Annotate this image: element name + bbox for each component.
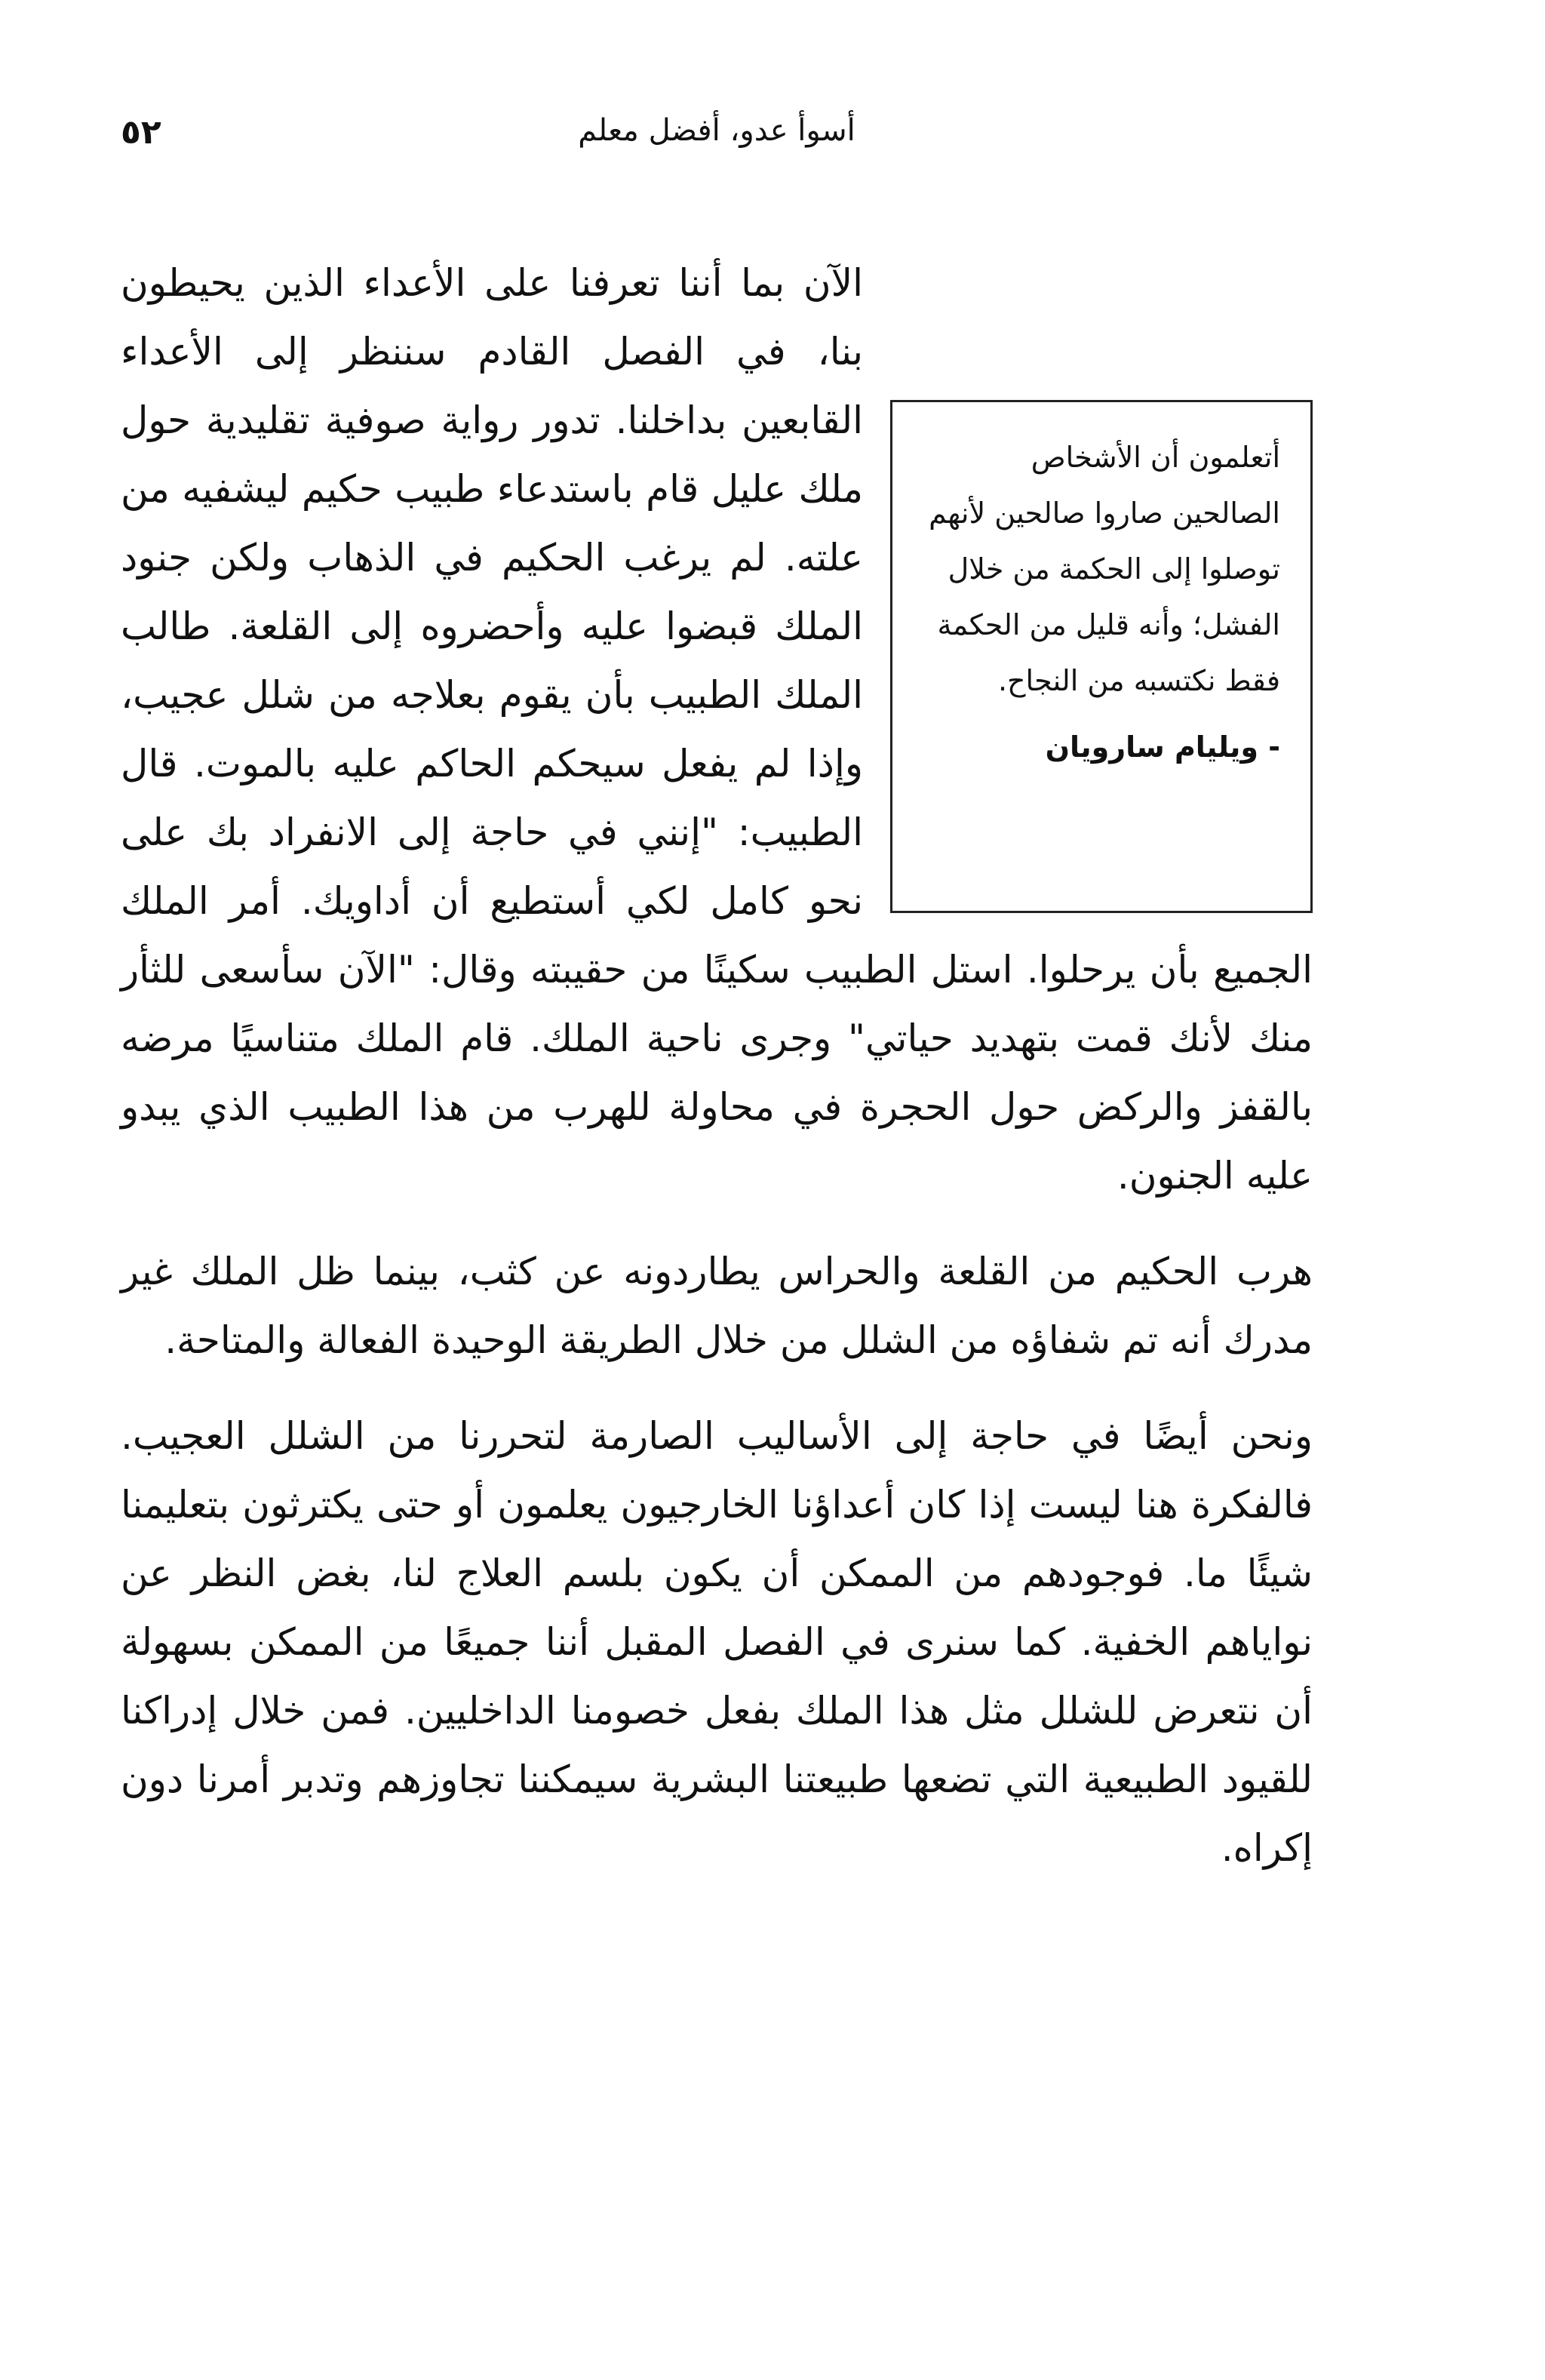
paragraph-2: هرب الحكيم من القلعة والحراس يطاردونه عن كثب، بينما ظل الملك غير مدرك أنه تم شفاؤه من الشلل من خلال الطريقة الوحيدة الفعالة والمتاحة. bbox=[121, 1250, 1313, 1362]
sidebar-quote-author: - ويليام سارويان bbox=[1045, 730, 1280, 764]
paragraph-3: ونحن أيضًا في حاجة إلى الأساليب الصارمة لتحررنا من الشلل العجيب. فالفكرة هنا ليست إذا كان أعداؤنا الخارجيون يعلمون أو حتى يكترثون بتعليمنا شيئًا ما. فوجودهم من الممكن أن يكون بلسم العلاج لنا، بغض النظر عن نواياهم الخفية. كما سنرى في الفصل المقبل أننا جميعًا من الممكن بسهولة أن نتعرض للشلل مثل هذا الملك بفعل خصومنا الداخليين. فمن خلال إدراكنا للقيود الطبيعية التي تضعها طبيعتنا البشرية سيمكننا تجاوزهم وتدبر أمرنا دون إكراه. bbox=[121, 1414, 1313, 1870]
page-number: ٥٢ bbox=[121, 113, 161, 152]
running-title: أسوأ عدو، أفضل معلم bbox=[578, 113, 855, 148]
paragraph-1: الآن بما أننا تعرفنا على الأعداء الذين يحيطون بنا، في الفصل القادم سننظر إلى الأعداء القابعين بداخلنا. تدور رواية صوفية تقليدية حول ملك عليل قام باستدعاء طبيب حكيم ليشفيه من علته. لم يرغب الحكيم في الذهاب ولكن جنود الملك قبضوا عليه وأحضروه إلى القلعة. طالب الملك الطبيب بأن يقوم بعلاجه من شلل عجيب، وإذا لم يفعل سيحكم الحاكم عليه بالموت. قال الطبيب: "إنني في حاجة إلى الانفراد بك على نحو كامل لكي أستطيع أن أداويك. أمر الملك الجميع بأن يرحلوا. استل الطبيب سكينًا من حقيبته وقال: "الآن سأسعى للثأر منك لأنك قمت بتهديد حياتي" وجرى ناحية الملك. قام الملك متناسيًا مرضه بالقفز والركض حول الحجرة في محاولة للهرب من هذا الطبيب الذي يبدو عليه الجنون. bbox=[121, 261, 1313, 1198]
running-head bbox=[121, 113, 1313, 174]
sidebar-quote-box bbox=[890, 400, 1313, 913]
body-text bbox=[121, 249, 1313, 1883]
sidebar-quote-text: أتعلمون أن الأشخاص الصالحين صاروا صالحين لأنهم توصلوا إلى الحكمة من خلال الفشل؛ وأنه قليل من الحكمة فقط نكتسبه من النجاح. bbox=[929, 441, 1280, 697]
